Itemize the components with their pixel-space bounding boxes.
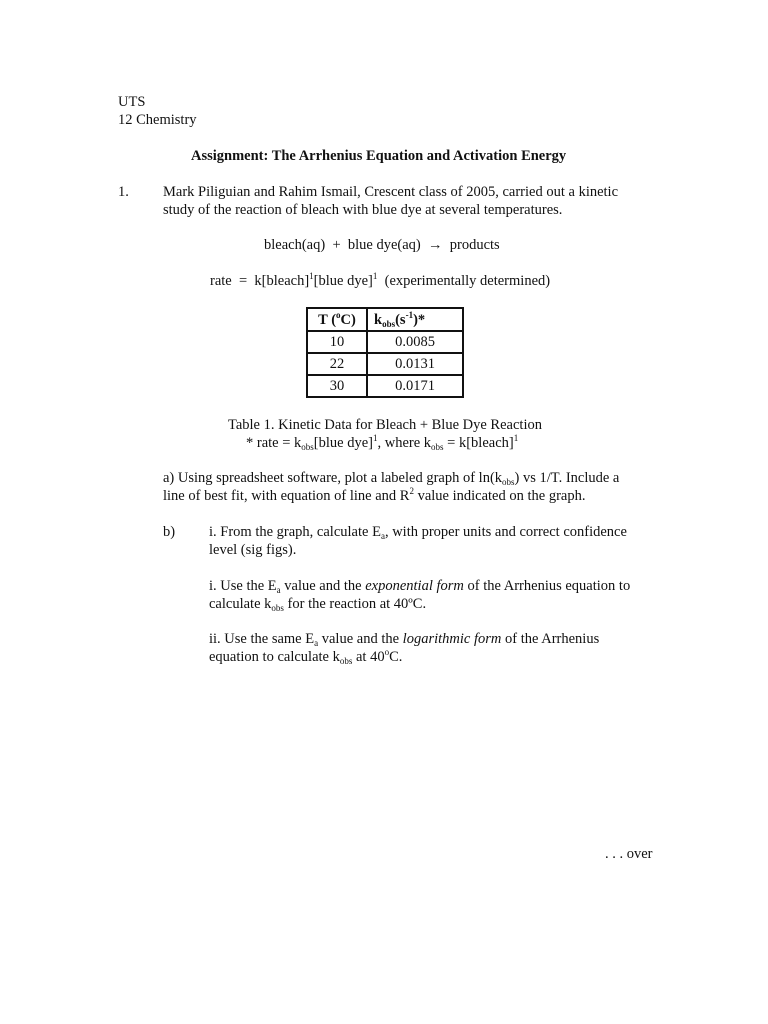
part-a-text: value indicated on the graph. xyxy=(413,488,586,504)
table-row xyxy=(307,353,463,375)
degree-symbol: o xyxy=(336,309,341,320)
part-b-sub: a xyxy=(314,638,319,648)
part-b-text: i. From the graph, calculate E xyxy=(209,524,381,540)
part-b-text: calculate k xyxy=(209,596,272,612)
school-name: UTS xyxy=(118,94,146,110)
plus-sign: + xyxy=(332,237,341,253)
temperature-cell: 10 xyxy=(307,331,367,353)
table-header-row xyxy=(307,308,463,331)
footnote-part: * rate = k xyxy=(246,435,302,451)
footnote-part: = k[bleach] xyxy=(443,435,514,451)
kobs-header-exp: -1 xyxy=(405,309,414,320)
part-a-sub: obs xyxy=(502,477,515,487)
assignment-title: Assignment: The Arrhenius Equation and Activation Energy xyxy=(191,148,567,164)
blue-dye-term: [blue dye] xyxy=(313,273,373,289)
course-name: 12 Chemistry xyxy=(118,112,197,128)
part-b-text: C. xyxy=(389,649,403,665)
reactant-blue-dye: blue dye(aq) xyxy=(347,237,421,253)
kobs-header-k: k xyxy=(374,311,383,328)
part-a-text: line of best fit, with equation of line and R xyxy=(163,488,410,504)
logarithmic-form-emphasis: logarithmic form xyxy=(402,631,502,647)
kobs-cell: 0.0131 xyxy=(367,353,463,375)
exponential-form-emphasis: exponential form xyxy=(365,578,464,594)
temperature-unit: C) xyxy=(340,311,356,328)
part-b-i2-line1 xyxy=(209,577,630,595)
part-b-text: value and the xyxy=(318,631,403,647)
footnote-sub: obs xyxy=(431,442,444,452)
part-a-text: a) Using spreadsheet software, plot a labeled graph of ln(k xyxy=(163,470,503,486)
rate-law xyxy=(210,272,550,290)
rate-label: rate xyxy=(210,273,232,289)
part-b-label: b) xyxy=(163,524,176,540)
part-b-i2-line2 xyxy=(209,595,426,613)
part-b-i-line2: level (sig figs). xyxy=(209,542,297,558)
reactant-bleach: bleach(aq) xyxy=(264,237,326,253)
kinetic-data-table xyxy=(306,307,464,398)
part-b-sub: obs xyxy=(339,656,353,666)
table-row xyxy=(307,331,463,353)
temperature-header xyxy=(307,308,367,331)
footnote-sup: 1 xyxy=(372,433,378,443)
temperature-cell: 22 xyxy=(307,353,367,375)
part-b-text: equation to calculate k xyxy=(209,649,340,665)
part-b-text: ii. Use the same E xyxy=(209,631,315,647)
part-a-line1 xyxy=(163,469,619,487)
part-b-text: , with proper units and correct confidence xyxy=(384,524,627,540)
part-a-text: ) vs 1/T. Include a xyxy=(514,470,620,486)
product: products xyxy=(449,237,500,253)
part-a-line2 xyxy=(163,487,585,505)
kobs-header-sub: obs xyxy=(382,318,396,329)
footnote-sup: 1 xyxy=(513,433,519,443)
kobs-header xyxy=(367,308,463,331)
kobs-header-unit: (s xyxy=(395,311,406,328)
part-b-sub: obs xyxy=(271,603,284,613)
part-b-sub: a xyxy=(380,531,385,541)
rate-law-note: (experimentally determined) xyxy=(384,273,551,289)
temperature-cell: 30 xyxy=(307,375,367,397)
part-b-text: of the Arrhenius equation to xyxy=(463,578,631,594)
part-b-text: at 40 xyxy=(352,649,385,665)
blue-dye-order: 1 xyxy=(372,271,378,281)
table-row xyxy=(307,375,463,397)
reaction-equation xyxy=(264,236,500,254)
question-intro-line2: study of the reaction of bleach with blue dye at several temperatures. xyxy=(163,202,563,218)
temperature-header-text: T ( xyxy=(318,311,337,328)
table-footnote xyxy=(246,434,518,452)
part-b-i-line1 xyxy=(209,523,627,541)
part-a-sup: 2 xyxy=(409,486,414,496)
question-intro-line1: Mark Piliguian and Rahim Ismail, Crescent class of 2005, carried out a kinetic xyxy=(163,184,619,200)
footnote-part: , where k xyxy=(377,435,432,451)
part-b-sub: a xyxy=(276,585,281,595)
kobs-header-close: )* xyxy=(413,311,426,328)
kobs-cell: 0.0085 xyxy=(367,331,463,353)
part-b-text: for the reaction at 40ºC. xyxy=(283,596,427,612)
kobs-cell: 0.0171 xyxy=(367,375,463,397)
page-over-marker: . . . over xyxy=(605,846,653,862)
reaction-arrow: → xyxy=(428,237,443,253)
part-b-ii-line1 xyxy=(209,630,599,648)
degree-symbol: o xyxy=(384,647,390,657)
part-b-text: i. Use the E xyxy=(209,578,277,594)
footnote-sub: obs xyxy=(301,442,314,452)
question-number: 1. xyxy=(118,184,129,200)
bleach-order: 1 xyxy=(309,271,314,281)
rate-constant-bleach: k[bleach] xyxy=(254,273,310,289)
part-b-text: value and the xyxy=(280,578,366,594)
equals-sign: = xyxy=(238,273,248,289)
part-b-ii-line2 xyxy=(209,648,402,666)
footnote-part: [blue dye] xyxy=(313,435,373,451)
table-caption: Table 1. Kinetic Data for Bleach + Blue Dye Reaction xyxy=(228,417,542,433)
part-b-text: of the Arrhenius xyxy=(501,631,600,647)
